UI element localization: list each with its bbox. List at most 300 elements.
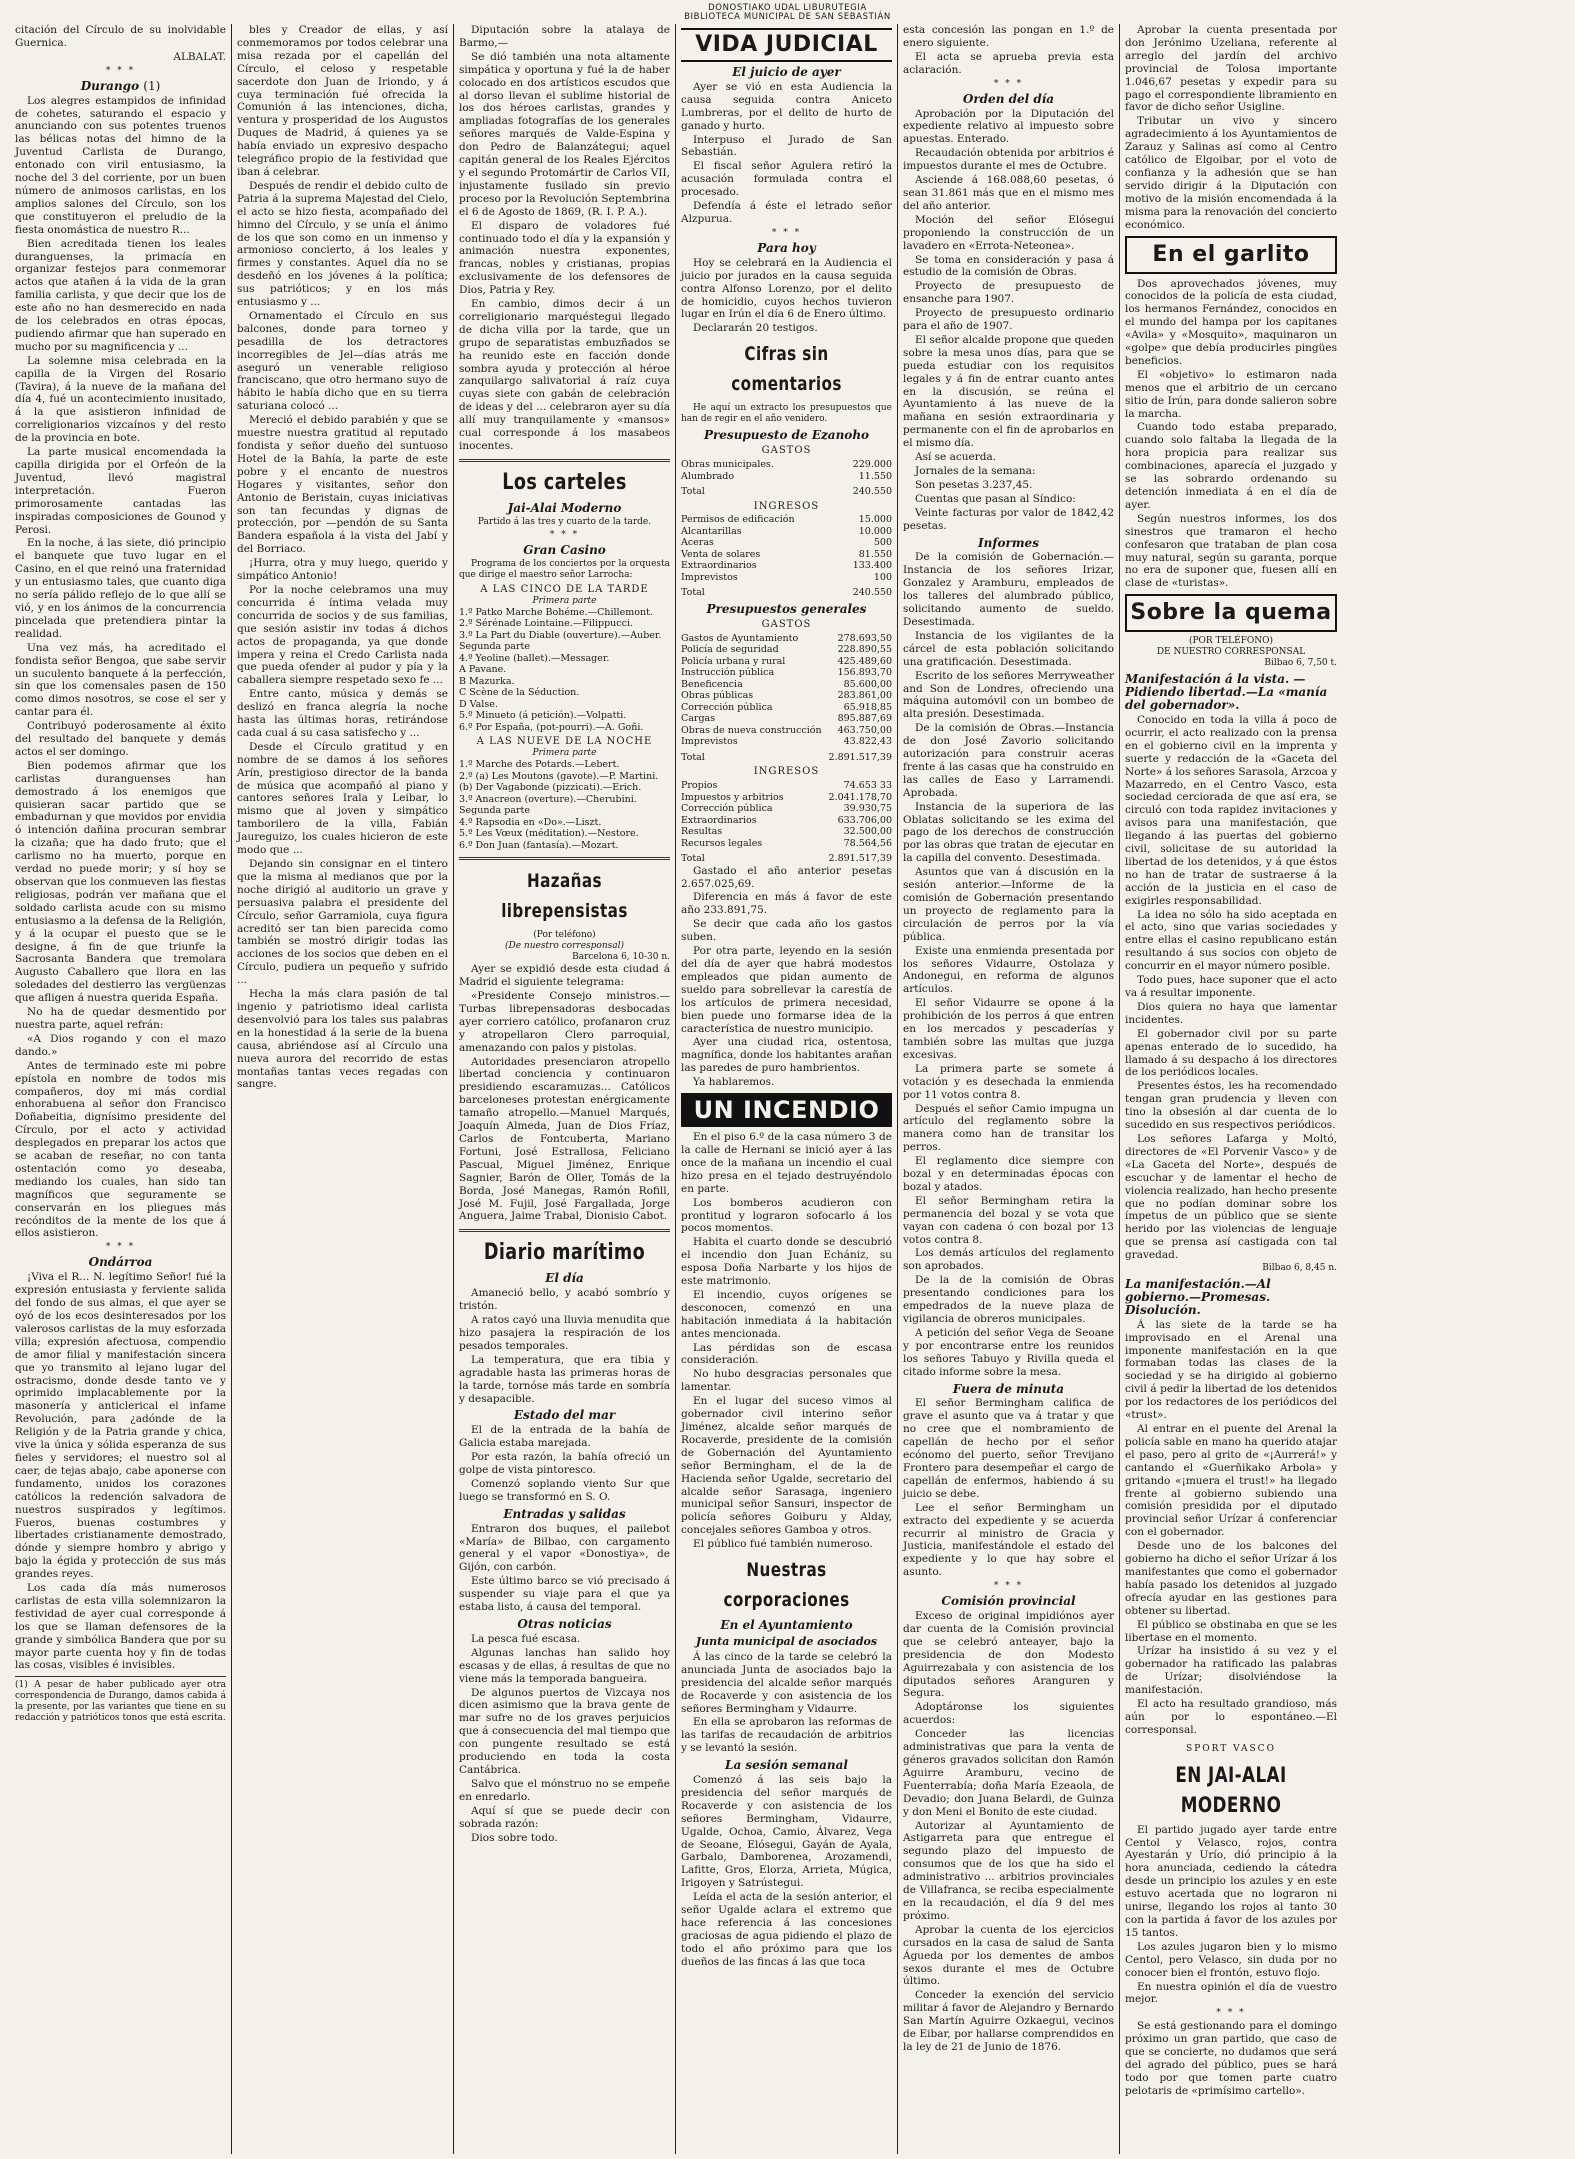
paragraph: El señor Vidaurre se opone á la prohibición de los perros á que entren en los mercados y pescaderías y también sobre las multas que juzga excesivas. [903,997,1114,1061]
orden-heading: Orden del día [962,91,1055,106]
paragraph: El «objetivo» lo estimaron nada menos que el arbitrio de un cercano sitio de Irún, para donde salieron sobre la marcha. [1125,368,1337,420]
table-row [681,849,892,865]
paragraph: El señor alcalde propone que queden sobre la mesa unos días, para que se pueda estudiar con los requisitos legales y á fin de entrar cuanto antes en la discusión, se reúna el Ayuntamiento á las nueve de la mañana en sesión extraordinaria y permanente con el fin de aprobarlos en el mismo día. [903,333,1114,450]
footnote: (1) A pesar de haber publicado ayer otra correspondencia de Durango, damos cabida á la presente, por las variantes que tiene en su redacción y patrióticos tonos que está escrita. [15,1676,226,1724]
program-head-night: A LAS NUEVE DE LA NOCHE [476,736,653,748]
column-6 [1120,24,1342,2154]
juicio-heading: El juicio de ayer [732,65,841,79]
paragraph: La temperatura, que era tibia y agradable hasta las primeras horas de la tarde, tornóse más tarde en sombría y desapacible. [459,1353,670,1405]
paragraph: Exceso de original impidiónos ayer dar cuenta de la Comisión provincial que se celebró anteayer, bajo la presidencia de don Modesto Aguirrezabala y con asistencia de los diputados señores Aranguren y Segura. [903,1610,1114,1700]
separator-stars: * * * [993,78,1024,89]
informes-heading: Informes [978,535,1039,550]
divider [459,1229,670,1232]
column-4 [676,24,898,2154]
table-row [681,826,892,838]
paragraph: El público fué también numeroso. [693,1538,873,1551]
table-row [681,748,892,764]
paragraph: Son pesetas 3.237,45. [915,478,1033,491]
table-row [681,459,892,471]
junta-heading: Junta municipal de asociados [695,1634,878,1648]
paragraph: Amaneció bello, y acabó sombrío y tristón. [459,1287,670,1313]
paragraph: esta concesión las pongan en 1.º de enero siguiente. [903,24,1114,49]
incendio-body [681,1131,892,1551]
table-row [681,679,892,691]
row-label: Obras de nueva construcción [681,724,822,736]
jai-alai-text: Partido á las tres y cuarto de la tarde. [477,516,652,527]
paragraph: Los cada día más numerosos carlistas de esta villa solemnizaron la festividad de ayer cual corresponde á los que se llaman defensores de la grande y simbólica Bandera que por su mayor parte cuenta hoy y fin de todas las cosas, visibles é invisibles. [15,1582,226,1672]
juicio-body [681,81,892,226]
paragraph: Aprobar la cuenta de los ejercicios cursados en la casa de salud de Santa Águeda por los dementes de ambos sexos durante el mes de Octubre último. [903,1923,1114,1988]
paragraph: Una vez más, ha acreditado el fondista señor Bengoa, que sabe servir un suculento banquete á la perfección, sin que los comensales pasen de 150 como dimos nosotros, se cose el ser y cantar para él. [15,641,226,719]
paragraph: Ya hablaremos. [693,1076,775,1089]
paragraph: El acta se aprueba previa esta aclaración. [903,50,1114,76]
paragraph: Los azules jugaron bien y lo mismo Centol, pero Velasco, sin duda por no conocer bien el frontón, estuvo flojo. [1125,1940,1337,1979]
paragraph: En nuestra opinión el día de vuestro mejor. [1125,1980,1337,2006]
table-row [681,514,892,526]
row-value: 240.550 [852,587,892,599]
row-label: Extraordinarios [681,560,757,572]
separator-stars: * * * [105,1242,136,1253]
paragraph: Algunas lanchas han salido hoy escasas y de ellas, á resultas de que no viene más la temporada bangueira. [459,1646,670,1685]
paragraph: Escrito de los señores Merryweather and Son de Londres, ofreciendo una máquina automóvil con un bombeo de alta presión. Desestimada. [903,669,1114,721]
paragraph: Moción del señor Elósegui proponiendo la construcción de un lavadero en «Errota-Neteonea». [903,213,1114,252]
gran-casino-text: Programa de los conciertos por la orquesta que dirige el maestro señor Larrocha: [459,558,670,580]
row-value: 2.891.517,39 [828,751,892,763]
paragraph: Veinte facturas por valor de 1842,42 pesetas. [903,506,1114,532]
program-item: Segunda parte [459,641,530,653]
section-heading-ondarroa: Ondárroa [88,1255,153,1270]
row-value: 100 [873,571,892,583]
headline-cifras: Cifras sin comentarios [731,343,842,396]
program-item: 5.º Minueto (á petición).—Volpatti. [459,710,627,722]
row-value: 240.550 [852,486,892,498]
paragraph: Se decir que cada año los gastos suben. [681,918,892,944]
program-head-afternoon: A LAS CINCO DE LA TARDE [480,583,649,595]
library-name: BIBLIOTECA MUNICIPAL DE SAN SEBASTIÁN [684,12,891,22]
fuera-heading: Fuera de minuta [952,1381,1065,1396]
row-value: 229.000 [852,459,892,471]
row-label: Permisos de edificación [681,514,795,526]
paragraph: Dejando sin consignar en el tintero que la misma al medianos que por la noche dirigió al auditorio un grave y persuasiva palabra el presidente del Círculo, señor Garramiola, cuya figura acreditó ser tan bien parecida como también se mostró dirigir todas las acciones de los socios que deben en el Círculo, pudiera un pequeño y sufrido ... [237,858,448,987]
program-item: A Pavane. [459,664,507,676]
table-row [681,838,892,850]
paragraph: Aprobar la cuenta presentada por don Jerónimo Uzeliana, referente al arreglo del jardín del archivo provincial de Tolosa importante 1.046,67 pesetas y expedir para su pago el correspondiente libramiento en favor de dicho señor Usigline. [1125,24,1337,114]
paragraph: Habita el cuarto donde se descubrió el incendio don Juan Echániz, su esposa Doña Narbarte y los hijos de este matrimonio. [681,1236,892,1288]
table-row [681,725,892,737]
paragraph: A ratos cayó una lluvia menudita que hizo pasajera la respiración de los pesados temporales. [459,1314,670,1352]
row-value: 39.930,75 [843,803,892,815]
entradas-heading: Entradas y salidas [503,1506,626,1521]
paragraph: La parte musical encomendada la capilla dirigida por el Orfeón de la Juventud, llevó magistral interpretación. Fueron primorosamente cantadas las inspiradas composiciones de Gounod y Perosi. [15,446,226,536]
paragraph: El señor Bermingham retira la permanencia del bozal y se vota que vayan con cadena ó con bozal por 13 votos contra 8. [903,1194,1114,1246]
paragraph: No hubo desgracias personales que lamentar. [681,1368,892,1394]
row-value: 133.400 [852,560,892,572]
el-dia-body [459,1287,670,1405]
paragraph: No ha de quedar desmentido por nuestra parte, aquel refrán: [15,1006,226,1031]
paragraph: Desde el Círculo gratitud y en nombre de se damos á los señores Arín, prestigioso director de la banda de música que acompañó al piano y cantores señores Irala y Leibar, lo mismo que al joven y simpático tamborilero de la villa, Fabián Jaureguizo, los cuales hicieron de este modo que ... [237,740,448,857]
row-label: Corrección pública [681,701,773,713]
fuera-body [903,1397,1114,1579]
paragraph: Este último barco se vió precisado á suspender su viaje para el que ya estaba listo, á causa del temporal. [459,1575,670,1614]
paragraph: El reglamento dice siempre con bozal y en determinadas épocas con bozal y atados. [903,1155,1114,1193]
paragraph: La idea no sólo ha sido aceptada en el acto, sino que varias sociedades y entre ellas el casino republicano están resultando á sus socios con objeto de concurrir en el mayor número posible. [1125,908,1337,973]
row-label: Imprevistos [681,736,738,748]
paragraph: Por la noche celebramos una muy concurrida é íntima velada muy concurrida de socios y de sus familias, que sesión asistir inv todas á dichos actos de propaganda, ya que donde impera y reina el Credo Carlista nada que pueda ofender al pudor y pía y la caballera siempre respetado sexo fe ... [237,583,448,687]
paragraph: Después de rendir el debido culto de Patria á la suprema Majestad del Cielo, el acto se hizo fiesta, acompañado del himno del Círculo, y se unía el ánimo de los que son como en un inmenso y armonioso concierto, á los leales y firmes y constantes. Aquel día no se desdeñó en los jóvenes á la política; sus patrióticos; y en los más entusiasmo y ... [237,179,448,309]
paragraph: El señor Bermingham califica de grave el asunto que va á tratar y que no cree que el nombramiento de capellán de hecho por el señor ecónomo del puerto, señor Trevijano Frontero para desempeñar el cargo de capellán de enfermos, habiendo á su juicio se debe. [903,1397,1114,1500]
paragraph: Existe una enmienda presentada por los señores Vidaurre, Ostolaza y Andonegui, en reforma de algunos artículos. [903,944,1114,996]
program-item: 6.º Por España, (pot-pourri).—A. Goñi. [459,721,644,733]
paragraph: Según nuestros informes, los dos sinestros que tramaron el hecho confesaron que trataban de plan cosa muy natural, según su garanta, porque no era de suponer que, fuesen allí en clase de «turistas». [1125,512,1337,590]
program-item: 3.º Anacreon (overture).—Cherubini. [459,793,637,805]
headline-diario-maritimo: Diario marítimo [483,1240,646,1266]
paragraph: Contribuyó poderosamente al éxito del resultado del banquete y demás actos el ser domingo. [15,720,226,758]
column-2 [232,24,454,2154]
row-label: Alcantarillas [681,525,742,537]
program-item: 2.º (a) Les Moutons (gavote).—P. Martini. [459,770,659,782]
row-label: Propios [681,780,718,792]
row-label: Instrucción pública [681,667,775,679]
table-row [681,792,892,804]
headline-vida-judicial: VIDA JUDICIAL [681,28,892,62]
paragraph: Todo pues, hace suponer que el acto va á resultar imponente. [1125,974,1337,999]
generales-heading: Presupuestos generales [706,601,867,616]
sport-vasco-kicker: SPORT VASCO [1186,1743,1276,1754]
table-row [681,667,892,679]
durango-note: (1) [143,78,161,93]
archive-name: DONOSTIAKO UDAL LIBURUTEGIA [708,3,867,13]
row-value: 633.706,00 [837,814,892,826]
paragraph: El de la entrada de la bahía de Galicia estaba marejada. [459,1424,670,1450]
table-row [681,482,892,498]
sesion-heading: La sesión semanal [725,1758,848,1773]
paragraph: Aquí sí que se puede decir con sobrada razón: [459,1804,670,1830]
paragraph: Á las siete de la tarde se ha improvisado en el Arenal una imponente manifestación en la que formaban todas las clases de la sociedad y se ha dirigido al gobierno civil á pedir la libertad de los detenidos por los redactores de los periódicos del «trust». [1125,1318,1337,1422]
paragraph: Á las cinco de la tarde se celebró la anunciada Junta de asociados bajo la presidencia del alcalde señor marqués de Rocaverde y con asistencia de los señores Bermingham y Vidaurre. [681,1650,892,1715]
paragraph: Desde uno de los balcones del gobierno ha dicho el señor Urízar á los manifestantes que como el gobernador había pasado los detenidos al juzgado ofrecía ayudar en las gestiones para obtener su libertad. [1125,1540,1337,1617]
program-item: 5.º Les Vœux (méditation).—Nestore. [459,828,639,840]
para-hoy-heading: Para hoy [757,240,816,255]
paragraph: A petición del señor Vega de Seoane y por encontrarse entre los reunidos los señores Tabuyo y Rivilla queda el citado informe sobre la mesa. [903,1326,1114,1378]
cifras-intro: He aquí un extracto los presupuestos que han de regir en el año venidero. [681,403,892,425]
paragraph: Diferencia en más á favor de este año 233.891,75. [681,891,892,917]
table-row [681,702,892,714]
paragraph: Así se acuerda. [915,451,997,464]
paragraph: Tributar un vivo y sincero agradecimiento á los Ayuntamientos de Zarauz y Salinas así como al Centro católico de Elgoibar, por el voto de confianza y la adhesión que se han servido dirigir á la Diputación con motivo de la misión encomendada á la misma para la renovación del concierto económico. [1125,115,1337,231]
paragraph: Los alegres estampidos de infinidad de cohetes, saturando el espacio y anunciando con sus potentes truenos las bélicas notas del himno de la Juventud Carlista de Durango, entonado con viril entusiasmo, la noche del 3 del corriente, por un buen número de animosos carlistas, en los amplios salones del Círculo, son los que constituyeron el preludio de la fiesta onomástica de nuestro R... [15,94,226,236]
program-item: 1.º Patko Marche Bohéme.—Chillemont. [459,606,653,618]
paragraph: Conceder la exención del servicio militar á favor de Alejandro y Bernardo San Martín Aguirre Ozkaegui, vecinos de Eibar, por hallarse comprendidos en la ley de 21 de Junio de 1876. [903,1989,1114,2053]
row-value: 32.500,00 [843,826,892,838]
row-label: Policía de seguridad [681,644,779,656]
paragraph: Aprobación por la Diputación del expediente relativo al impuesto sobre apuestas. Enterado. [903,107,1114,146]
separator-stars: * * * [993,1581,1024,1592]
paragraph: Hecha la más clara pasión de tal ingenio y patriotismo ideal carlista desenvolvió para los tales sus palabras en la honestidad á la serie de la buena causa, abriéndose así al Círculo una nueva aurora del recorrido de estas montañas tantas veces regadas con sangre. [237,988,448,1091]
comision-body [903,1610,1114,2054]
paragraph: Los demás artículos del reglamento son aprobados. [903,1247,1114,1273]
generales-ingresos-table [681,780,892,865]
paragraph: Leída el acta de la sesión anterior, el señor Ugalde aclara el extremo que hace referencia á las concesiones graciosas de agua pidiendo el plazo de todo el año próximo para que los dueños de las fincas á las que toca [681,1891,892,1968]
paragraph: Se dió también una nota altamente simpática y oportuna y fué la de haber colocado en dos artísticos escudos que al dorso llevan el sublime historial de los dos héroes carlistas, grandes y ampliadas fotografías de los generales señores marqués de Valde-Espina y don Pedro de Balanzátegui; aquel capitán general de los Reales Ejércitos y el segundo Protomártir de Carlos VII, injustamente fusilado sin previo proceso por la Revolución Septembrina el 6 de Agosto de 1869, (R. I. P. A.). [459,50,670,218]
paragraph: Entre canto, música y demás se deslizó en franca alegría la noche hasta las últimas horas, retirándose cada cual á su casa satisfecho y ... [237,688,448,739]
program-item: Segunda parte [459,805,530,817]
row-label: Imprevistos [681,571,738,583]
gastos-label: GASTOS [761,618,812,630]
hazanas-corr: (De nuestro corresponsal) [504,941,624,952]
paragraph: Después el señor Camio impugna un artículo del reglamento sobre la manera como han de transitar los perros. [903,1102,1114,1154]
signature: ALBALAT. [173,50,226,63]
sesion-body [681,1774,892,1969]
paragraph: Jornales de la semana: [915,465,1036,477]
row-value: 85.600,00 [843,678,892,690]
program-item: 4.º Rapsodia en «Do».—Liszt. [459,816,602,828]
paragraph: Lee el señor Bermingham un extracto del expediente y se acuerda recurrir al ministro de Gracia y Justicia, manifestándole el estado del expediente y lo que hay sobre el asunto. [903,1501,1114,1579]
para-hoy-body [681,257,892,335]
paragraph: Ayer se expidió desde esta ciudad á Madrid el siguiente telegrama: [459,963,670,989]
row-label: Cargas [681,713,716,725]
row-value: 500 [873,537,892,549]
paragraph: Cuando todo estaba preparado, cuando solo faltaba la llegada de la hora propicia para realizar sus combinaciones, aparecía el juzgado y se las sobrardo ordenando su detención inmediata á en el día de ayer. [1125,421,1337,511]
entradas-body [459,1523,670,1614]
table-row [681,633,892,645]
program-item: 3.º La Part du Diable (ouverture).—Auber. [459,629,662,641]
hazanas-body [459,963,670,1223]
durango-body [15,95,226,1241]
section-heading-durango [15,80,226,93]
row-label: Policía urbana y rural [681,655,786,667]
paragraph: Al entrar en el puente del Arenal la policía sable en mano ha querido atajar el paso, pero al grito de «¡Aurrerá!» y cantando el «Guerñikako Arbola» y gritando «¡muera el trust!» ha llegado frente al gobierno subiendo una comisión presidida por el diputado provincial señor Urízar á conferenciar con el gobernador. [1125,1423,1337,1539]
paragraph: En el lugar del suceso vimos al gobernador civil interino señor Jiménez, alcalde señor marqués de Rocaverde, presidente de la comisión de Gobernación del Ayuntamiento señor Bermingham, el de la de Hacienda señor Ugalde, secretario del alcalde señor Sarasaga, ingeniero municipal señor Sansuri, inspector de policía señores Goiburu y Alday, concejales señores Gamboa y otros. [681,1395,892,1537]
paragraph: Declararán 20 testigos. [693,322,818,335]
paragraph: Mereció el debido parabién y que se muestre nuestra gratitud al reputado fondista y señor dueño del suntuoso Hotel de la Bahía, la parte de este pobre y el encanto de nuestros Hogares y visitantes, señor don Antonio de Beristain, cuyas iniciativas son tan fecundas y dignas de protección, por —pendón de su Santa Bandera española á la vista del Jabí y del Borriaco. [237,414,448,556]
paragraph: En cambio, dimos decir á un correligionario marquéstegui llegado de dicha villa por la tarde, que un grupo de separatistas embuzñados se ha reunido este en facción donde sombra ayuda y protección al héroe zanquilargo salivatorial á raíz cuya cuyas siete con gabán de celebración de ideas y del ... celebraron ayer su día allí muy tranquilamente y «mansos» cual corresponde á los masabeos inocentes. [459,298,670,452]
row-value: 228.890,55 [837,644,892,656]
program-item: 2.º Sérénade Lointaine.—Filippucci. [459,618,634,630]
paragraph: El partido jugado ayer tarde entre Centol y Velasco, rojos, contra Ayestarán y Urío, dió principio á la hora anunciada, cediendo la cátedra desde un principio los azules y en este estuvo acertada que no lograron ni unirse, llegando los rojos al tanto 30 con la partida á favor de los azules por 15 tantos. [1125,1823,1337,1939]
row-label: Impuestos y arbitrios [681,791,784,803]
paragraph: El disparo de voladores fué continuado todo el día y la expansión y animación nuestra exponentes, francas, nobles y cristianas, propias exclusivamente de los defensores de Dios, Patria y Rey. [459,219,670,297]
paragraph: La primera parte se somete á votación y es desechada la enmienda por 11 votos contra 8. [903,1062,1114,1101]
jai-alai-heading: Jai-Alai Moderno [507,500,622,515]
row-value: 156.893,70 [837,667,892,679]
paragraph: Entraron dos buques, el pailebot «María» de Bilbao, con cargamento general y el vapor «Donostiya», de Gijón, con carbón. [459,1522,670,1574]
columns [10,24,1565,2154]
paragraph: Bien acreditada tienen los leales duranguenses, la primacía en organizar festejos para conmemorar actos que atañen á la vida de la gran familia carlista, y que decir que los de este año no han desmerecido en nada de los celebrados en otras épocas, pudiendo afirmar que han superado en mucho por su magnificencia y ... [15,237,226,353]
gastos-label: GASTOS [761,445,812,457]
headline-sobre-la-quema: Sobre la quema [1125,594,1337,632]
paragraph: Adoptáronse los siguientes acuerdos: [903,1701,1114,1727]
table-row [681,690,892,702]
paragraph: En el piso 6.º de la casa número 3 de la calle de Hernani se inició ayer á las once de la mañana un incendio el cual hizo presa en el tejado destruyéndolo en parte. [681,1131,892,1195]
row-label: Resultas [681,826,723,838]
paragraph: De la comisión de Obras.—Instancia de don José Zavorio solicitando autorización para construir aceras frente á las casas que ha construido en las calles de Easo y Larramendi. Aprobada. [903,722,1114,799]
paragraph: Ayer una ciudad rica, ostentosa, magnífica, donde los habitantes arañan las paredes de puro hambrientos. [681,1036,892,1075]
paragraph: Urízar ha insistido á su vez y el gobernador ha ratificado las palabras de Urízar; disolviéndose la manifestación. [1125,1645,1337,1697]
orden-body [903,108,1114,533]
paragraph: Ayer se vió en esta Audiencia la causa seguida contra Aniceto Lumbreras, por el delito de hurto de ganado y hurto. [681,80,892,132]
row-value: 10.000 [858,525,892,537]
table-row [681,572,892,584]
durango-title: Durango [80,78,140,93]
paragraph: Autorizar al Ayuntamiento de Astigarreta para que entregue el segundo plazo del impuesto de consumos que de los que ha sido el administrativo ... arbitrios provinciales de Villafranca, se reciba especialmente en la recaudación, el día 9 del mes próximo. [903,1819,1114,1922]
table-row [681,583,892,599]
program-list-night [459,759,670,851]
row-value: 15.000 [858,514,892,526]
paragraph: Dos aprovechados jóvenes, muy conocidos de la policía de esta ciudad, los hermanos Fernández, conocidos en el mundo del hampa por los capitanes «Avila» y «Mosquito», maquinaron un «golpe» que debía producirles pingües beneficios. [1125,277,1337,367]
estado-mar-heading: Estado del mar [513,1408,616,1423]
separator-stars: * * * [549,529,580,540]
paragraph: Los señores Lafarga y Moltó, directores de «El Porvenir Vasco» y de «La Gaceta del Norte», después de escuchar y de lamentar el hecho de violencia realizado, han hecho presente que no podían dominar sobre los ímpetus de un público que se siente herido por las violencias de lenguaje que se prensa así castigada con tal gravedad. [1125,1132,1337,1262]
table-row [681,780,892,792]
paragraph: Dios sobre todo. [471,1831,558,1844]
paragraph: Cuentas que pasan al Síndico: [915,492,1076,505]
paragraph: Conceder las licencias administrativas que para la venta de géneros gravados solicitan don Ramón Aguirre Aramburu, vecino de Fuenterrabía; doña María Ezeaola, de Devadio; don Juana Belardi, de Guinza y don Meni el Bonito de este ciudad. [903,1728,1114,1818]
ondarroa-body [15,1271,226,1672]
row-value: 78.564,56 [843,837,892,849]
column-1 [10,24,232,2154]
row-value: 425.489,60 [837,655,892,667]
headline-en-el-garlito: En el garlito [1125,236,1337,274]
paragraph: Dios quiera no haya que lamentar incidentes. [1125,1000,1337,1026]
paragraph: Por esta razón, la bahía ofreció un golpe de vista pintoresco. [459,1451,670,1477]
informes-body [903,551,1114,1378]
paragraph: Recaudación obtenida por arbitrios é impuestos durante el mes de Octubre. [903,147,1114,173]
el-dia-heading: El día [545,1271,584,1286]
row-value: 11.550 [858,470,892,482]
row-label: Obras públicas [681,690,754,702]
column-3-top-body [459,24,670,453]
ingresos-label: INGRESOS [753,500,820,512]
quema-corr: DE NUESTRO CORRESPONSAL [1156,647,1306,658]
paragraph: De la de la comisión de Obras presentando condiciones para los empedrados de la nueve plaza de vigilancia de obreros municipales. [903,1274,1114,1325]
paragraph: Instancia de los vigilantes de la cárcel de esta población solicitando una gratificación. Desestimada. [903,629,1114,668]
paragraph: La solemne misa celebrada en la capilla de la Virgen del Rosario (Tavira), á la nueve de la mañana del día 4, fué un acontecimiento inusitado, á la que asistieron infinidad de correligionarios vizcaínos y del resto de la provincia en bote. [15,354,226,445]
ayuntamiento-heading: En el Ayuntamiento [720,1618,853,1633]
paragraph: Los bomberos acudieron con prontitud y lograron sofocarlo á los pocos momentos. [681,1196,892,1235]
row-label: Corrección pública [681,803,773,815]
row-value: 74.653 33 [843,780,892,792]
row-label: Total [681,486,705,498]
row-value: 2.041.178,70 [828,791,892,803]
paragraph: citación del Círculo de su inolvidable Guernica. [15,24,226,49]
separator-stars: * * * [105,65,136,76]
row-label: Total [681,853,705,865]
paragraph: El acto ha resultado grandioso, más aún por lo espontáneo.—El corresponsal. [1125,1698,1337,1736]
paragraph: El gobernador civil por su parte apenas enterado de lo sucedido, ha llamado á su despacho á los directores de los periódicos locales. [1125,1027,1337,1079]
table-row [681,471,892,483]
quema-body-2 [1125,1319,1337,1737]
paragraph: De algunos puertos de Vizcaya nos dicen asimismo que la brava gente de mar sufre no de los graves perjuicios que á consecuencia del mal tiempo que con pungente resultado se está produciendo en toda la costa Cantábrica. [459,1686,670,1776]
row-value: 43.822,43 [843,736,892,748]
paragraph: Proyecto de presupuesto ordinario para el año de 1907. [903,307,1114,333]
table-row [681,736,892,748]
program-item: C Scène de la Séduction. [459,687,580,699]
paragraph: bles y Creador de ellas, y así conmemoramos por todos celebrar una misa rezada por el capellán del Círculo, el celoso y respetable sacerdote don Juan de Iriondo, y á cuya terminación fué ofrecida la Comunión á las intenciones, dicha, ventura y prosperidad de los Augustos Duques de Madrid, á quienes ya se había enviado un expresivo despacho telegráfico propio de la festividad que iban á celebrar. [237,24,448,178]
row-value: 895.887,69 [837,713,892,725]
quema-body-1 [1125,714,1337,1262]
row-value: 278.693,50 [837,632,892,644]
row-label: Gastos de Ayuntamiento [681,632,799,644]
paragraph: La pesca fué escasa. [471,1632,581,1645]
paragraph: Antes de terminado este mi pobre epístola en nombre de todos mis compañeros, doy mi más cordial enhorabuena al señor don Francisco Doñabeitia, dignísimo presidente del Círculo, por el acto y actividad desplegados en preparar los actos que se acaban de reseñar, no con tanta ostentación como yo deseaba, mediando los cuales, han sido tan magníficos que seguramente se conservarán en los pliegues más recónditos de la mente de los que á ellos asistieron. [15,1059,226,1240]
paragraph: En ella se aprobaron las reformas de las tarifas de recaudación de arbitrios y se levantó la sesión. [681,1716,892,1755]
gran-casino-heading: Gran Casino [523,542,606,557]
paragraph: Proyecto de presupuesto de ensanche para 1907. [903,280,1114,306]
jai-alai-footer: Se está gestionando para el domingo próximo un gran partido, que caso de que se concierte, no dudamos que será del agrado del público, pues se hará todo por que tomen parte cuatro pelotaris de «primísimo cartello». [1125,2020,1337,2097]
paragraph: Gastado el año anterior pesetas 2.657.025,69. [681,864,892,890]
row-label: Beneficencia [681,678,743,690]
paragraph: Asuntos que van á discusión en la sesión anterior.—Informe de la comisión de Gobernación presentando un proyecto de reglamento para la circulación de perros por la vía pública. [903,866,1114,943]
paragraph: Diputación sobre la atalaya de Barmo,— [459,24,670,49]
table-row [681,713,892,725]
paragraph: Bien podemos afirmar que los carlistas duranguenses han demostrado á los enemigos que quisieran sacar partido que se embadurnan y que movidos por envidia ó intención dañina procuran sembrar la cizaña; que ha dado fruto; que el carlismo no ha muerto, porque en verdad no puede morir; y sí hoy se observan que los conmueven las fiestas religiosas, podrán ver mañana que el soldado carlista acude con su mismo entusiasmo a la defensa de la Religión, y á la ocupar el puesto que se le designe, á fin de que triunfe la Sacrosanta Bandera que tremolara Augusto Caballero que llora en las soledades del destierro las vergüenzas que afligen á nuestra querida España. [15,759,226,1005]
table-row [681,549,892,561]
paragraph: «Presidente Consejo ministros.—Turbas librepensadoras desbocadas ayer corriero católico, profanaron cruz y atropellaron Clero parroquial, amenazando con palos y pistolas. [459,990,670,1054]
paragraph: El incendio, cuyos orígenes se desconocen, comenzó en una habitación inmediata á la habitación antes mencionada. [681,1288,892,1340]
ezanoho-heading: Presupuesto de Ezanoho [703,428,870,443]
paragraph: Comenzó soplando viento Sur que luego se transformó en S. O. [459,1477,670,1503]
program-item: 4.º Yeoline (ballet).—Messager. [459,652,610,664]
paragraph: ¡Viva el R... N. legítimo Señor! fué la expresión entusiasta y ferviente salida del fondo de sus almas, el que ayer se oyó de los ecos desinteresados por los valerosos carlistas de la muy esforzada villa; expresión afectuosa, compendio de amor filial y manifestación sincera que yo transmito al lejano lugar del ostracismo, donde desde tanto ve y oprimido implacablemente por la masonería y anticlerical el infame Revolución, para ¿adónde de la Religión y de la Patria grande y chica, vive la única y sólida esperanza de sus fieles y servidores; el nuestro sol al caer, de tejas abajo, cabe aponerse con fundamento, unidos los corazones católicos la redención salvadora de nuestros suspirados y legítimos. Fueros, buenas costumbres y libertades cristianamente demostrado, dónde y siempre hombro y abrigo y bajo la égida y protección de sus más grandes reyes. [15,1271,226,1581]
table-row [681,815,892,827]
paragraph: ¡Hurra, otra y muy luego, querido y simpático Antonio! [237,557,448,583]
table-row [681,644,892,656]
headline-corporaciones: Nuestras corporaciones [723,1559,850,1612]
separator-stars: * * * [771,227,802,238]
program-item: 1.º Marche des Potards.—Lebert. [459,759,620,771]
program-item: B Mazurka. [459,675,515,687]
paragraph: Ornamentado el Círculo en sus balcones, donde para torneo y pesadilla de los detractores incorregibles de Jel—días atrás me aseguró un venerable religioso franciscano, que otro hermano suyo de hábito le había dicho que en su tierra saturiana colocó ... [237,309,448,413]
generales-gastos-table [681,633,892,764]
paragraph: Salvo que el mónstruo no se empeñe en enredarlo. [459,1777,670,1803]
row-label: Total [681,751,705,763]
paragraph: Se toma en consideración y pasa á estudio de la comisión de Obras. [903,253,1114,279]
row-label: Extraordinarios [681,814,757,826]
archive-stamp [10,4,1565,24]
quema-dateline-1: Bilbao 6, 7,50 t. [1264,658,1337,669]
program-part: Primera parte [532,748,597,759]
paragraph: Defendía á éste el letrado señor Alzpurua. [681,200,892,225]
row-label: Alumbrado [681,470,735,482]
divider [459,459,670,462]
row-label: Recursos legales [681,837,763,849]
headline-jai-alai-moderno: EN JAI-ALAI MODERNO [1175,1762,1287,1817]
row-value: 65.918,85 [843,701,892,713]
junta-body [681,1651,892,1755]
hazanas-tel: (Por teléfono) [533,930,596,941]
column-6-top-body [1125,24,1337,232]
paragraph: Las pérdidas son de escasa consideración. [681,1341,892,1367]
paragraph: «A Dios rogando y con el mazo dando.» [15,1032,226,1058]
table-row [681,560,892,572]
paragraph: Por otra parte, leyendo en la sesión del día de ayer que habrá modestos empleados que pidan aumento de sueldo para sobrellevar la carestía de los artículos de primera necesidad, bien puede uno formarse idea de la característica de nuestro municipio. [681,945,892,1035]
row-label: Venta de solares [681,548,761,560]
row-label: Total [681,587,705,599]
otras-noticias-heading: Otras noticias [517,1617,612,1631]
quema-heading-1: Manifestación á la vista. —Pidiendo libertad.—La «manía del gobernador». [1125,672,1328,713]
program-item: (b) Der Vagabonde (pizzicati).—Erich. [459,782,642,794]
paragraph: Instancia de la superiora de las Oblatas solicitando se les exima del pago de los derechos de construcción por las obras que tratan de ejecutar en la capilla del convento. Desestimada. [903,800,1114,865]
quema-dateline-2: Bilbao 6, 8,45 n. [1262,1263,1337,1274]
row-label: Aceras [681,537,714,549]
generales-body [681,865,892,1089]
table-row [681,803,892,815]
paragraph: Interpuso el Jurado de San Sebastián. [681,133,892,159]
row-value: 81.550 [858,548,892,560]
table-row [681,656,892,668]
jai-alai-body [1125,1824,1337,2007]
row-value: 2.891.517,39 [828,853,892,865]
